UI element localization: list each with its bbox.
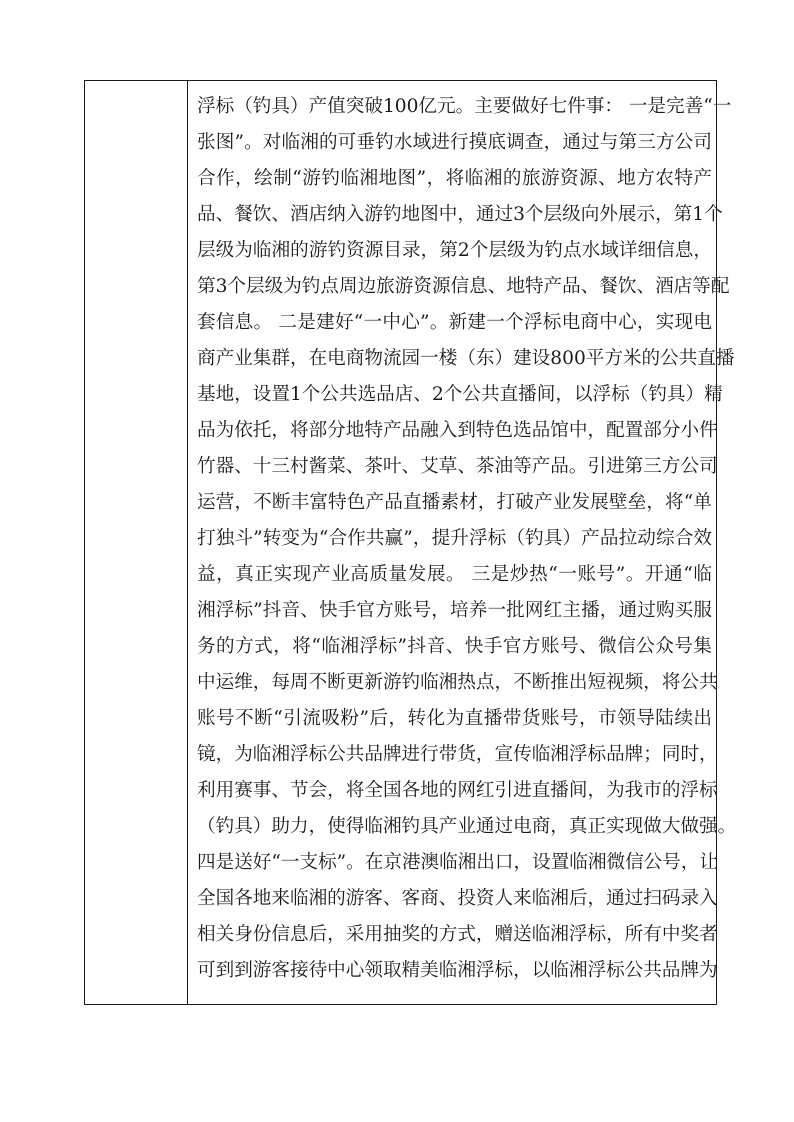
- text-line: 合作，绘制“游钓临湘地图”，将临湘的旅游资源、地方农特产: [197, 168, 712, 189]
- text-line: 益，真正实现产业高质量发展。 三是炒热“一账号”。开通“临: [197, 564, 712, 585]
- text-line: 张图”。对临湘的可垂钓水域进行摸底调查，通过与第三方公司: [197, 132, 712, 153]
- text-line: 镜，为临湘浮标公共品牌进行带货，宣传临湘浮标品牌；同时，: [197, 744, 718, 765]
- document-table: [84, 80, 737, 1005]
- text-line: 账号不断“引流吸粉”后，转化为直播带货账号，市领导陆续出: [197, 708, 712, 729]
- text-line: 商产业集群，在电商物流园一楼（东）建设800平方米的公共直播: [197, 348, 735, 369]
- text-line: 利用赛事、节会，将全国各地的网红引进直播间，为我市的浮标: [197, 780, 718, 801]
- table-label-cell: [85, 81, 188, 1004]
- text-line: 湘浮标”抖音、快手官方账号，培养一批网红主播，通过购买服: [197, 600, 712, 621]
- text-line: （钓具）助力，使得临湘钓具产业通过电商，真正实现做大做强。: [197, 816, 737, 837]
- text-line: 务的方式，将“临湘浮标”抖音、快手官方账号、微信公众号集: [197, 636, 712, 657]
- text-line: 相关身份信息后，采用抽奖的方式，赠送临湘浮标，所有中奖者: [197, 924, 718, 945]
- text-line: 浮标（钓具）产值突破100亿元。主要做好七件事： 一是完善“一: [197, 96, 732, 117]
- text-line: 第3个层级为钓点周边旅游资源信息、地特产品、餐饮、酒店等配: [197, 276, 730, 297]
- text-line: 品为依托，将部分地特产品融入到特色选品馆中，配置部分小件: [197, 420, 718, 441]
- table-content-cell: [188, 81, 737, 1004]
- text-line: 套信息。 二是建好“一中心”。新建一个浮标电商中心，实现电: [197, 312, 712, 333]
- text-line: 中运维，每周不断更新游钓临湘热点，不断推出短视频，将公共: [197, 672, 718, 693]
- text-line: 层级为临湘的游钓资源目录，第2个层级为钓点水域详细信息，: [197, 240, 712, 261]
- text-line: 四是送好“一支标”。在京港澳临湘出口，设置临湘微信公号，让: [197, 852, 719, 873]
- text-line: 全国各地来临湘的游客、客商、投资人来临湘后，通过扫码录入: [197, 888, 718, 909]
- text-line: 打独斗”转变为“合作共赢”，提升浮标（钓具）产品拉动综合效: [197, 528, 712, 549]
- text-line: 品、餐饮、酒店纳入游钓地图中，通过3个层级向外展示，第1个: [197, 204, 723, 225]
- text-line: 竹器、十三村酱菜、茶叶、艾草、茶油等产品。引进第三方公司: [197, 456, 718, 477]
- text-line: 可到到游客接待中心领取精美临湘浮标，以临湘浮标公共品牌为: [197, 960, 718, 981]
- text-line: 基地，设置1个公共选品店、2个公共直播间，以浮标（钓具）精: [197, 384, 723, 405]
- text-line: 运营，不断丰富特色产品直播素材，打破产业发展壁垒，将“单: [197, 492, 712, 513]
